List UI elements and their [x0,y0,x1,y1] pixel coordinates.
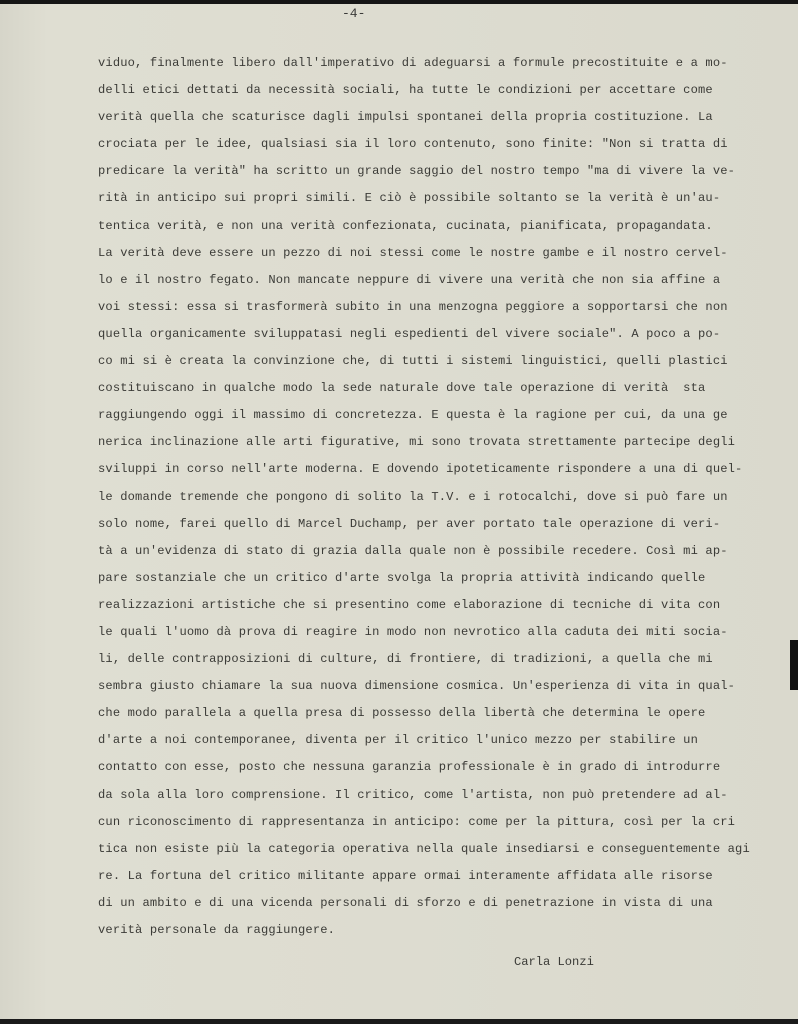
author-signature: Carla Lonzi [514,955,594,969]
text-line: tentica verità, e non una verità confezionata, cucinata, pianificata, propagandata. [98,218,713,233]
text-line: rità in anticipo sui propri simili. E ciò è possibile soltanto se la verità è un'au- [98,191,721,206]
body-text [98,50,798,944]
text-line: crociata per le idee, qualsiasi sia il loro contenuto, sono finite: "Non si tratta di [98,137,728,152]
text-line: voi stessi: essa si trasformerà subito in una menzogna peggiore a sopportarsi che non [98,299,728,314]
scan-top-edge [0,0,798,4]
text-line: raggiungendo oggi il massimo di concretezza. E questa è la ragione per cui, da una ge [98,408,728,423]
text-line: verità personale da raggiungere. [98,923,336,937]
text-line: re. La fortuna del critico militante appare ormai interamente affidata alle risorse [98,868,713,883]
text-line: quella organicamente sviluppatasi negli espedienti del vivere sociale". A poco a po- [98,326,721,341]
text-line: sembra giusto chiamare la sua nuova dimensione cosmica. Un'esperienza di vita in qual- [98,679,736,694]
text-line: d'arte a noi contemporanee, diventa per il critico l'unico mezzo per stabilire un [98,733,699,748]
text-line: cun riconoscimento di rappresentanza in anticipo: come per la pittura, così per la cri [98,814,736,829]
text-line: contatto con esse, posto che nessuna garanzia professionale è in grado di introdurre [98,760,721,775]
text-line: delli etici dettati da necessità sociali, ha tutte le condizioni per accettare come [98,83,713,98]
text-line: co mi si è creata la convinzione che, di tutti i sistemi linguistici, quelli plastici [98,354,728,369]
text-line: nerica inclinazione alle arti figurative, mi sono trovata strettamente partecipe degli [98,435,736,450]
text-line: da sola alla loro comprensione. Il critico, come l'artista, non può pretendere ad al- [98,787,728,802]
text-line: le quali l'uomo dà prova di reagire in modo non nevrotico alla caduta dei miti socia- [98,624,728,639]
text-line: realizzazioni artistiche che si presentino come elaborazione di tecniche di vita con [98,597,721,612]
text-line: li, delle contrapposizioni di culture, di frontiere, di tradizioni, a quella che mi [98,652,713,667]
text-line: predicare la verità" ha scritto un grande saggio del nostro tempo "ma di vivere la ve- [98,164,736,179]
text-line: che modo parallela a quella presa di possesso della libertà che determina le opere [98,706,706,721]
text-line: di un ambito e di una vicenda personali di sforzo e di penetrazione in vista di una [98,895,713,910]
text-line: La verità deve essere un pezzo di noi stessi come le nostre gambe e il nostro cervel- [98,245,728,260]
page-number: -4- [342,6,366,21]
text-line: tà a un'evidenza di stato di grazia dalla quale non è possibile recedere. Così mi ap- [98,543,728,558]
text-line: lo e il nostro fegato. Non mancate neppure di vivere una verità che non sia affine a [98,272,721,287]
text-line: sviluppi in corso nell'arte moderna. E dovendo ipoteticamente rispondere a una di quel- [98,462,743,477]
text-line: verità quella che scaturisce dagli impulsi spontanei della propria costituzione. La [98,110,713,125]
text-line: le domande tremende che pongono di solito la T.V. e i rotocalchi, dove si può fare un [98,489,728,504]
text-line: solo nome, farei quello di Marcel Duchamp, per aver portato tale operazione di veri- [98,516,721,531]
text-line: tica non esiste più la categoria operativa nella quale insediarsi e conseguentemente agi [98,841,750,856]
scan-bottom-edge [0,1019,798,1024]
text-line: pare sostanziale che un critico d'arte svolga la propria attività indicando quelle [98,570,706,585]
text-line: costituiscano in qualche modo la sede naturale dove tale operazione di verità sta [98,381,706,396]
text-line: viduo, finalmente libero dall'imperativo di adeguarsi a formule precostituite e a mo- [98,56,728,70]
